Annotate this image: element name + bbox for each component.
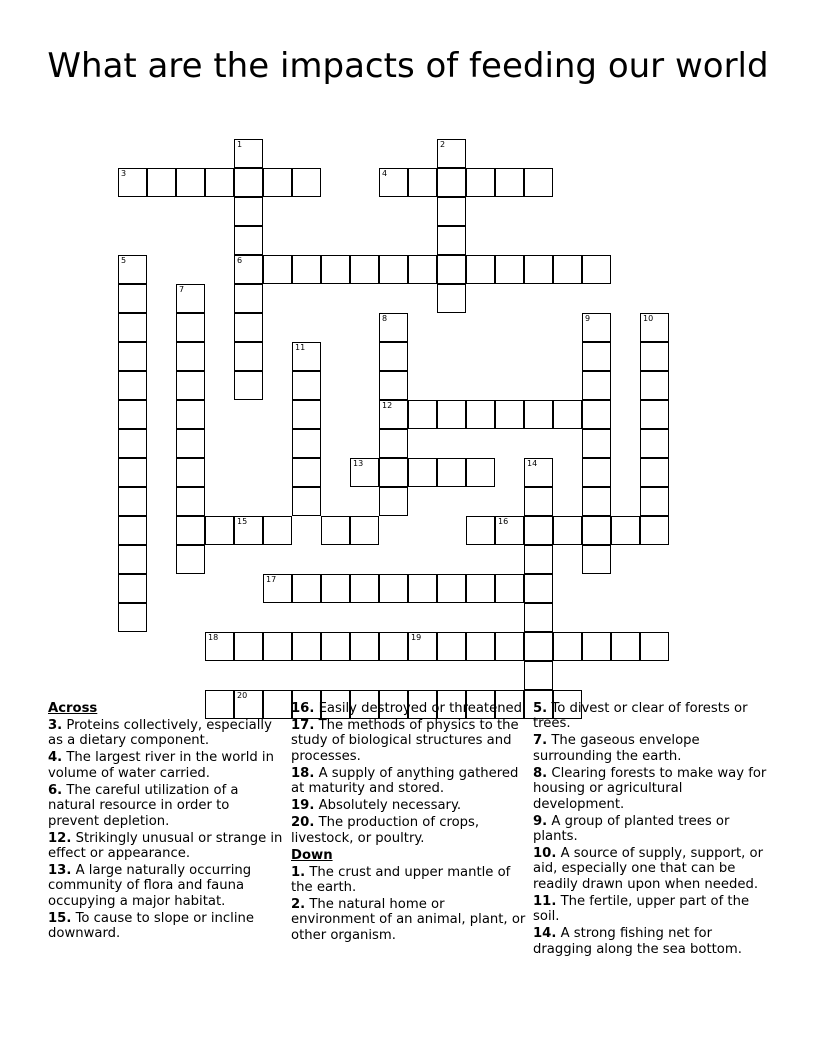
grid-cell[interactable] bbox=[466, 400, 495, 429]
clue-item bbox=[533, 766, 769, 812]
grid-cell[interactable] bbox=[466, 516, 495, 545]
clue-item-text: The crust and upper mantle of the earth. bbox=[291, 864, 511, 896]
clue-item-text: The gaseous envelope surrounding the earth. bbox=[533, 733, 700, 764]
clue-item-text: A strong fishing net for dragging along the sea bottom. bbox=[533, 926, 742, 957]
clue-item-number: 15. bbox=[48, 910, 72, 926]
clue-item bbox=[533, 701, 769, 732]
grid-cell[interactable] bbox=[495, 168, 524, 197]
clue-item-number: 18. bbox=[291, 765, 315, 781]
grid-cell[interactable] bbox=[495, 516, 524, 545]
clue-item bbox=[533, 846, 769, 892]
grid-cell[interactable] bbox=[350, 574, 379, 603]
grid-cell[interactable] bbox=[118, 574, 147, 603]
grid-cell[interactable] bbox=[176, 284, 205, 313]
grid-cell[interactable] bbox=[582, 342, 611, 371]
grid-cell[interactable] bbox=[292, 429, 321, 458]
grid-cell[interactable] bbox=[176, 487, 205, 516]
grid-cell[interactable] bbox=[205, 168, 234, 197]
grid-cell[interactable] bbox=[292, 255, 321, 284]
grid-cell[interactable] bbox=[582, 371, 611, 400]
grid-cell[interactable] bbox=[640, 487, 669, 516]
grid-cell[interactable] bbox=[553, 400, 582, 429]
grid-cell[interactable] bbox=[350, 458, 379, 487]
clue-item-text: The fertile, upper part of the soil. bbox=[533, 893, 750, 925]
grid-cell[interactable] bbox=[611, 632, 640, 661]
grid-cell[interactable] bbox=[495, 400, 524, 429]
grid-cell[interactable] bbox=[524, 516, 553, 545]
grid-cell[interactable] bbox=[611, 516, 640, 545]
grid-cell[interactable] bbox=[379, 574, 408, 603]
grid-cell[interactable] bbox=[234, 226, 263, 255]
clue-item-number: 4. bbox=[48, 750, 63, 766]
grid-cell[interactable] bbox=[118, 168, 147, 197]
clue-item bbox=[48, 831, 284, 862]
clue-item-number: 20. bbox=[291, 815, 315, 831]
clue-item bbox=[533, 926, 769, 957]
grid-cell[interactable] bbox=[292, 487, 321, 516]
grid-cell[interactable] bbox=[582, 632, 611, 661]
grid-cell[interactable] bbox=[147, 168, 176, 197]
clue-item bbox=[48, 750, 284, 781]
grid-cell[interactable] bbox=[553, 516, 582, 545]
clue-item-number: 3. bbox=[48, 718, 63, 733]
grid-cell[interactable] bbox=[176, 545, 205, 574]
grid-cell[interactable] bbox=[640, 313, 669, 342]
grid-cell[interactable] bbox=[640, 371, 669, 400]
clue-item-number: 8. bbox=[533, 765, 548, 781]
clue-number: 1 bbox=[237, 140, 243, 149]
grid-cell[interactable] bbox=[234, 255, 263, 284]
grid-cell[interactable] bbox=[640, 400, 669, 429]
grid-cell[interactable] bbox=[292, 342, 321, 371]
clue-number: 8 bbox=[382, 314, 388, 323]
grid-cell[interactable] bbox=[437, 139, 466, 168]
grid-cell[interactable] bbox=[176, 168, 205, 197]
grid-cell[interactable] bbox=[176, 371, 205, 400]
grid-cell[interactable] bbox=[379, 487, 408, 516]
clue-item-text: A supply of anything gathered at maturity and stored. bbox=[291, 765, 519, 797]
grid-cell[interactable] bbox=[118, 487, 147, 516]
grid-cell[interactable] bbox=[379, 458, 408, 487]
clue-item-text: To cause to slope or incline downward. bbox=[48, 910, 254, 942]
grid-cell[interactable] bbox=[466, 632, 495, 661]
grid-cell[interactable] bbox=[582, 255, 611, 284]
clue-list-col2b bbox=[291, 865, 527, 944]
clue-item-number: 9. bbox=[533, 813, 548, 829]
grid-cell[interactable] bbox=[408, 458, 437, 487]
grid-cell[interactable] bbox=[234, 342, 263, 371]
clue-item-text: Clearing forests to make way for housing or agricultural development. bbox=[533, 765, 767, 812]
grid-cell[interactable] bbox=[640, 429, 669, 458]
grid-cell[interactable] bbox=[408, 168, 437, 197]
clue-item-text: Absolutely necessary. bbox=[314, 798, 462, 814]
grid-cell[interactable] bbox=[553, 632, 582, 661]
grid-cell[interactable] bbox=[176, 429, 205, 458]
clue-item-text: The natural home or environment of an animal, plant, or other organism. bbox=[291, 897, 526, 943]
clue-item bbox=[291, 718, 527, 764]
grid-cell[interactable] bbox=[437, 197, 466, 226]
grid-cell[interactable] bbox=[234, 516, 263, 545]
grid-cell[interactable] bbox=[379, 400, 408, 429]
grid-cell[interactable] bbox=[292, 632, 321, 661]
clue-item-number: 2. bbox=[291, 897, 306, 913]
grid-cell[interactable] bbox=[379, 168, 408, 197]
grid-cell[interactable] bbox=[466, 168, 495, 197]
clue-list-col3 bbox=[533, 701, 769, 957]
clue-item bbox=[291, 766, 527, 797]
clue-column-3 bbox=[533, 701, 769, 959]
grid-cell[interactable] bbox=[234, 313, 263, 342]
grid-cell[interactable] bbox=[466, 255, 495, 284]
grid-cell[interactable] bbox=[292, 400, 321, 429]
clue-item-text: To divest or clear of forests or trees. bbox=[533, 701, 748, 732]
clue-number: 9 bbox=[585, 314, 591, 323]
clue-item-number: 6. bbox=[48, 782, 63, 798]
grid-cell[interactable] bbox=[553, 255, 582, 284]
grid-cell[interactable] bbox=[582, 429, 611, 458]
clue-item-number: 17. bbox=[291, 718, 315, 733]
clue-item bbox=[291, 798, 527, 813]
grid-cell[interactable] bbox=[321, 516, 350, 545]
clue-number: 4 bbox=[382, 169, 388, 178]
grid-cell[interactable] bbox=[118, 284, 147, 313]
grid-cell[interactable] bbox=[582, 313, 611, 342]
grid-cell[interactable] bbox=[379, 313, 408, 342]
clue-item bbox=[48, 718, 284, 749]
grid-cell[interactable] bbox=[437, 458, 466, 487]
clue-number: 14 bbox=[527, 459, 538, 468]
grid-cell[interactable] bbox=[234, 197, 263, 226]
clue-number: 2 bbox=[440, 140, 446, 149]
grid-cell[interactable] bbox=[379, 632, 408, 661]
grid-cell[interactable] bbox=[263, 574, 292, 603]
clue-item-text: Strikingly unusual or strange in effect or appearance. bbox=[48, 830, 283, 862]
clue-item bbox=[48, 783, 284, 829]
grid-cell[interactable] bbox=[118, 429, 147, 458]
grid-cell[interactable] bbox=[118, 516, 147, 545]
grid-cell[interactable] bbox=[263, 516, 292, 545]
clue-item-text: The careful utilization of a natural resource in order to prevent depletion. bbox=[48, 782, 239, 829]
grid-cell[interactable] bbox=[437, 255, 466, 284]
clue-item-text: Easily destroyed or threatened. bbox=[314, 701, 527, 716]
clue-number: 17 bbox=[266, 575, 277, 584]
grid-cell[interactable] bbox=[524, 545, 553, 574]
clue-item-number: 1. bbox=[291, 864, 306, 880]
clue-item bbox=[533, 733, 769, 764]
clue-item bbox=[533, 894, 769, 925]
grid-cell[interactable] bbox=[437, 574, 466, 603]
grid-cell[interactable] bbox=[437, 284, 466, 313]
grid-cell[interactable] bbox=[176, 458, 205, 487]
grid-cell[interactable] bbox=[437, 168, 466, 197]
grid-cell[interactable] bbox=[582, 487, 611, 516]
grid-cell[interactable] bbox=[263, 632, 292, 661]
grid-cell[interactable] bbox=[640, 516, 669, 545]
clue-number: 20 bbox=[237, 691, 248, 700]
grid-cell[interactable] bbox=[118, 400, 147, 429]
clue-item-number: 7. bbox=[533, 733, 548, 749]
clue-item bbox=[291, 897, 527, 943]
clue-number: 18 bbox=[208, 633, 219, 642]
grid-cell[interactable] bbox=[205, 632, 234, 661]
clue-item-number: 5. bbox=[533, 701, 548, 716]
clue-number: 15 bbox=[237, 517, 248, 526]
page-title: What are the impacts of feeding our world bbox=[47, 46, 769, 86]
clue-item bbox=[533, 814, 769, 845]
clue-item bbox=[291, 701, 527, 716]
grid-cell[interactable] bbox=[292, 371, 321, 400]
grid-cell[interactable] bbox=[408, 255, 437, 284]
grid-cell[interactable] bbox=[524, 487, 553, 516]
grid-cell[interactable] bbox=[350, 255, 379, 284]
grid-cell[interactable] bbox=[118, 458, 147, 487]
grid-cell[interactable] bbox=[176, 342, 205, 371]
grid-cell[interactable] bbox=[437, 632, 466, 661]
clue-item-text: Proteins collectively, especially as a dietary component. bbox=[48, 718, 272, 749]
grid-cell[interactable] bbox=[524, 661, 553, 690]
grid-cell[interactable] bbox=[379, 342, 408, 371]
clue-item-number: 19. bbox=[291, 798, 315, 814]
grid-cell[interactable] bbox=[495, 632, 524, 661]
grid-cell[interactable] bbox=[205, 516, 234, 545]
grid-cell[interactable] bbox=[234, 284, 263, 313]
clue-item-number: 10. bbox=[533, 846, 557, 862]
grid-cell[interactable] bbox=[524, 603, 553, 632]
clue-column-2 bbox=[291, 701, 527, 945]
grid-cell[interactable] bbox=[524, 574, 553, 603]
clue-item-number: 11. bbox=[533, 893, 557, 909]
clue-number: 10 bbox=[643, 314, 654, 323]
clue-item bbox=[291, 815, 527, 846]
clue-item bbox=[48, 863, 284, 909]
grid-cell[interactable] bbox=[176, 516, 205, 545]
grid-cell[interactable] bbox=[437, 400, 466, 429]
clue-item-text: The production of crops, livestock, or poultry. bbox=[291, 815, 480, 846]
grid-cell[interactable] bbox=[437, 226, 466, 255]
grid-cell[interactable] bbox=[466, 458, 495, 487]
clue-number: 7 bbox=[179, 285, 185, 294]
clue-item-text: A source of supply, support, or aid, especially one that can be readily drawn upon when needed. bbox=[533, 846, 763, 892]
grid-cell[interactable] bbox=[408, 574, 437, 603]
clue-item-number: 14. bbox=[533, 926, 557, 942]
grid-cell[interactable] bbox=[640, 632, 669, 661]
clue-number: 5 bbox=[121, 256, 127, 265]
clue-number: 13 bbox=[353, 459, 364, 468]
grid-cell[interactable] bbox=[176, 400, 205, 429]
grid-cell[interactable] bbox=[292, 458, 321, 487]
grid-cell[interactable] bbox=[263, 168, 292, 197]
clue-number: 6 bbox=[237, 256, 243, 265]
grid-cell[interactable] bbox=[321, 255, 350, 284]
grid-cell[interactable] bbox=[350, 632, 379, 661]
across-header: Across bbox=[48, 701, 98, 716]
clue-number: 19 bbox=[411, 633, 422, 642]
grid-cell[interactable] bbox=[524, 400, 553, 429]
grid-cell[interactable] bbox=[379, 429, 408, 458]
clue-item-text: The largest river in the world in volume of water carried. bbox=[48, 750, 274, 781]
grid-cell[interactable] bbox=[118, 342, 147, 371]
grid-cell[interactable] bbox=[118, 603, 147, 632]
clue-number: 12 bbox=[382, 401, 393, 410]
grid-cell[interactable] bbox=[350, 516, 379, 545]
grid-cell[interactable] bbox=[263, 255, 292, 284]
grid-cell[interactable] bbox=[118, 313, 147, 342]
down-header: Down bbox=[291, 847, 333, 863]
grid-cell[interactable] bbox=[292, 168, 321, 197]
grid-cell[interactable] bbox=[524, 255, 553, 284]
clue-list-col2a bbox=[291, 701, 527, 846]
clue-number: 3 bbox=[121, 169, 127, 178]
grid-cell[interactable] bbox=[582, 400, 611, 429]
grid-cell[interactable] bbox=[118, 255, 147, 284]
grid-cell[interactable] bbox=[495, 255, 524, 284]
grid-cell[interactable] bbox=[176, 313, 205, 342]
grid-cell[interactable] bbox=[524, 458, 553, 487]
grid-cell[interactable] bbox=[379, 371, 408, 400]
clue-item bbox=[291, 865, 527, 896]
clue-item bbox=[48, 911, 284, 942]
clue-list-col1 bbox=[48, 718, 284, 942]
grid-cell[interactable] bbox=[582, 545, 611, 574]
grid-cell[interactable] bbox=[234, 632, 263, 661]
grid-cell[interactable] bbox=[408, 400, 437, 429]
clue-item-number: 16. bbox=[291, 701, 315, 716]
grid-cell[interactable] bbox=[408, 632, 437, 661]
grid-cell[interactable] bbox=[524, 168, 553, 197]
grid-cell[interactable] bbox=[466, 574, 495, 603]
clue-number: 16 bbox=[498, 517, 509, 526]
grid-cell[interactable] bbox=[321, 632, 350, 661]
grid-cell[interactable] bbox=[379, 255, 408, 284]
clue-column-1 bbox=[48, 701, 284, 943]
grid-cell[interactable] bbox=[234, 139, 263, 168]
grid-cell[interactable] bbox=[582, 516, 611, 545]
clue-item-number: 13. bbox=[48, 863, 72, 879]
clue-item-text: A large naturally occurring community of flora and fauna occupying a major habitat. bbox=[48, 863, 252, 909]
clue-number: 11 bbox=[295, 343, 306, 352]
grid-cell[interactable] bbox=[582, 458, 611, 487]
clue-item-text: A group of planted trees or plants. bbox=[533, 813, 730, 845]
grid-cell[interactable] bbox=[640, 342, 669, 371]
grid-cell[interactable] bbox=[321, 574, 350, 603]
grid-cell[interactable] bbox=[292, 574, 321, 603]
grid-cell[interactable] bbox=[234, 168, 263, 197]
grid-cell[interactable] bbox=[640, 458, 669, 487]
grid-cell[interactable] bbox=[495, 574, 524, 603]
grid-cell[interactable] bbox=[524, 632, 553, 661]
grid-cell[interactable] bbox=[118, 371, 147, 400]
grid-cell[interactable] bbox=[118, 545, 147, 574]
clue-item-number: 12. bbox=[48, 830, 72, 846]
clue-item-text: The methods of physics to the study of biological structures and processes. bbox=[291, 718, 519, 764]
grid-cell[interactable] bbox=[234, 371, 263, 400]
